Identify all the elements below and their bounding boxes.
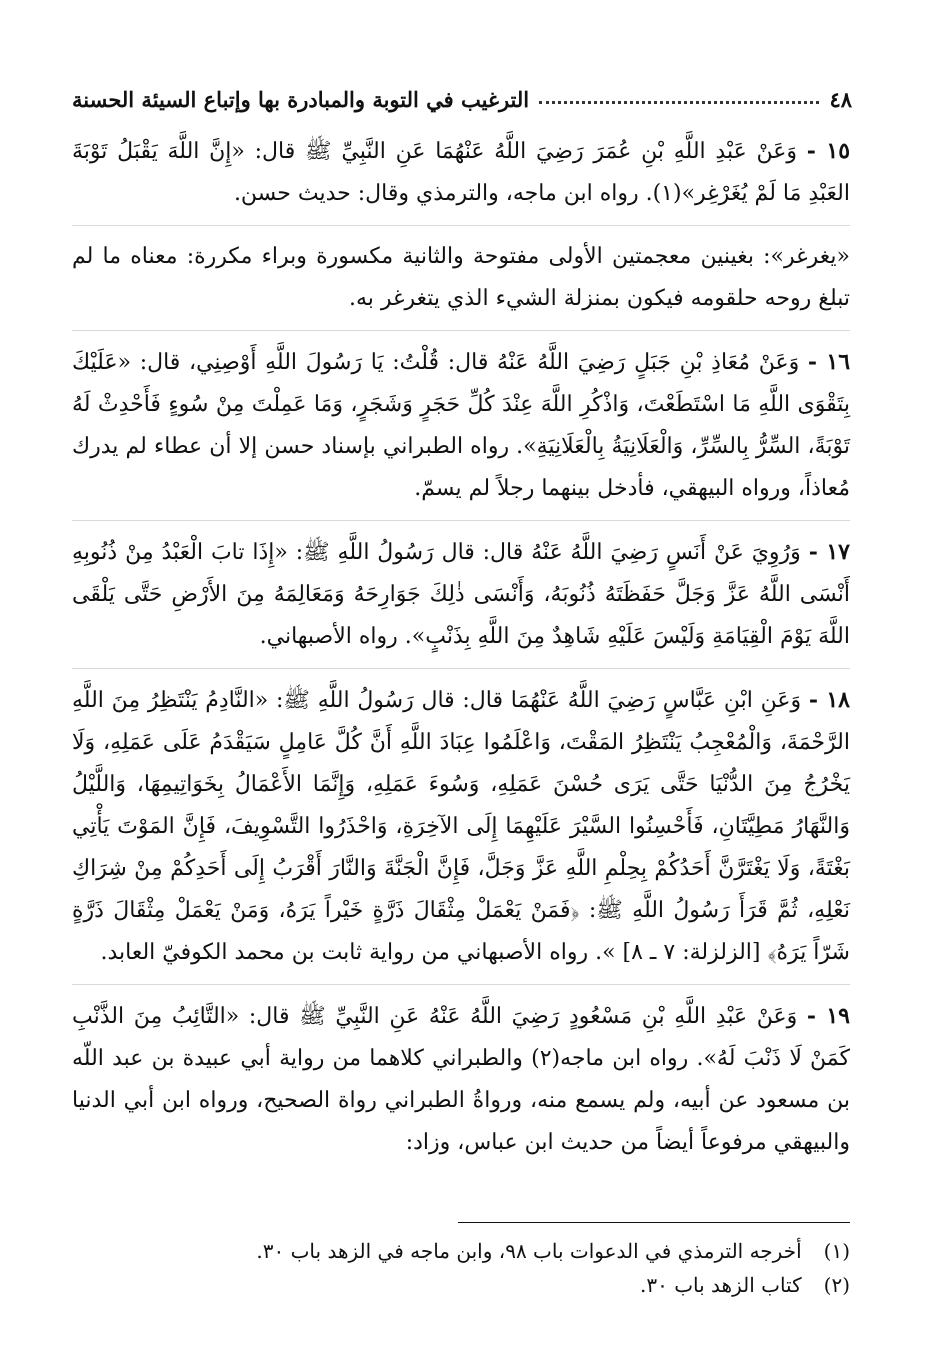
hadith-19-paragraph — [72, 995, 850, 1174]
hadith-number: ١٦ - — [807, 349, 851, 375]
hadith-16-paragraph — [72, 341, 850, 521]
header-dot-leader — [539, 101, 819, 104]
paragraph-text: وَعَنْ عَبْدِ اللَّهِ بْنِ عُمَرَ رَضِيَ اللَّهُ عَنْهُمَا عَنِ النَّبِيِّ ﷺ قال: «إِنَّ اللَّهَ يَقْبَلُ تَوْبَةَ العَبْدِ مَا لَمْ يُغَرْغِر»(١). رواه ابن ماجه، والترمذي وقال: حديث حسن. — [72, 139, 850, 206]
explanation-paragraph — [72, 236, 850, 331]
footnote-1 — [72, 1234, 850, 1268]
paragraph-text: وَعَنْ مُعَاذِ بْنِ جَبَلٍ رَضِيَ اللَّهُ عَنْهُ قال: قُلْتُ: يَا رَسُولَ اللَّهِ أَوْصِنِي، قال: «عَلَيْكَ بِتَقْوَى اللَّهِ مَا اسْتَطَعْتَ، وَاذْكُرِ اللَّهَ عِنْدَ كُلِّ حَجَرٍ وَشَجَرٍ، وَمَا عَمِلْتَ مِنْ سُوءٍ فَأَحْدِثْ لَهُ تَوْبَةً، السِّرُّ بِالسِّرِّ، وَالْعَلَانِيَةُ بِالْعَلَانِيَةِ». رواه الطبراني بإسناد حسن إلا أن عطاء لم يدرك مُعاذاً، ورواه البيهقي، فأدخل بينهما رجلاً لم يسمّ. — [72, 350, 850, 501]
main-text — [72, 130, 850, 1184]
paragraph-text: «يغرغر»: بغينين معجمتين الأولى مفتوحة والثانية مكسورة وبراء مكررة: معناه ما لم تبلغ روحه حلقومه فيكون بمنزلة الشيء الذي يتغرغر به. — [72, 244, 850, 311]
paragraph-text: وَعَنِ ابْنِ عَبَّاسٍ رَضِيَ اللَّهُ عَنْهُمَا قال: قال رَسُولُ اللَّهِ ﷺ: «النَّادِمُ يَنْتَظِرُ مِنَ اللَّهِ الرَّحْمَةَ، وَالْمُعْجِبُ يَنْتَظِرُ المَقْتَ، وَاعْلَمُوا عِبَادَ اللَّهِ أَنَّ كُلَّ عَامِلٍ سَيَقْدَمُ عَلَى عَمَلِهِ، وَلَا يَخْرُجُ مِنَ الدُّنْيَا حَتَّى يَرَى حُسْنَ عَمَلِهِ، وَسُوءَ عَمَلِهِ، وَإِنَّمَا الأَعْمَالُ بِخَوَاتِيمِهَا، وَاللَّيْلُ وَالنَّهَارُ مَطِيَّتَانِ، فَأَحْسِنُوا السَّيْرَ عَلَيْهِمَا إِلَى الآخِرَةِ، وَاحْذَرُوا التَّسْوِيفَ، فَإِنَّ المَوْتَ يَأْتِي بَغْتَةً، وَلَا يَغْتَرَّنَّ أَحَدُكُمْ بِحِلْمِ اللَّهِ عَزَّ وَجَلَّ، فَإِنَّ الْجَنَّةَ وَالنَّارَ أَقْرَبُ إِلَى أَحَدِكُمْ مِنْ شِرَاكِ نَعْلِهِ، ثُمَّ قَرَأَ رَسُولُ اللَّهِ ﷺ: ﴿فَمَنْ يَعْمَلْ مِثْقَالَ ذَرَّةٍ خَيْراً يَرَهُ، وَمَنْ يَعْمَلْ مِثْقَالَ ذَرَّةٍ شَرّاً يَرَهُ﴾ [الزلزلة: ٧ ـ ٨] ». رواه الأصبهاني من رواية ثابت بن محمد الكوفيّ العابد. — [72, 688, 850, 965]
running-title: الترغيب في التوبة والمبادرة بها وإتباع السيئة الحسنة — [72, 86, 530, 112]
hadith-number: ١٧ - — [808, 539, 850, 565]
footnote-2 — [72, 1268, 850, 1302]
hadith-number: ١٩ - — [806, 1003, 850, 1029]
footnote-number: (٢) — [823, 1273, 850, 1297]
hadith-17-paragraph — [72, 531, 850, 669]
footnote-number: (١) — [823, 1239, 850, 1263]
hadith-15-paragraph — [72, 130, 850, 226]
footnote-text: أخرجه الترمذي في الدعوات باب ٩٨، وابن ماجه في الزهد باب ٣٠. — [256, 1239, 802, 1263]
paragraph-text: وَرُوِيَ عَنْ أَنَسٍ رَضِيَ اللَّهُ عَنْهُ قال: قال رَسُولُ اللَّهِ ﷺ: «إِذَا تابَ الْعَبْدُ مِنْ ذُنُوبِهِ أَنْسَى اللَّهُ عَزَّ وَجَلَّ حَفَظَتَهُ ذُنُوبَهُ، وَأَنْسَى ذٰلِكَ جَوَارِحَهُ وَمَعَالِمَهُ مِنَ الأَرْضِ حَتَّى يَلْقَى اللَّهَ يَوْمَ الْقِيَامَةِ وَلَيْسَ عَلَيْهِ شَاهِدٌ مِنَ اللَّهِ بِذَنْبٍ». رواه الأصبهاني. — [72, 540, 850, 649]
page-number: ٤٨ — [829, 86, 852, 112]
page-header — [72, 84, 852, 114]
hadith-18-paragraph — [72, 679, 850, 985]
paragraph-text: وَعَنْ عَبْدِ اللَّهِ بْنِ مَسْعُودٍ رَضِيَ اللَّهُ عَنْهُ عَنِ النَّبِيِّ ﷺ قال: «التَّائِبُ مِنَ الذَّنْبِ كَمَنْ لَا ذَنْبَ لَهُ». رواه ابن ماجه(٢) والطبراني كلاهما من رواية أبي عبيدة بن عبد اللّه بن مسعود عن أبيه، ولم يسمع منه، ورواةُ الطبراني رواة الصحيح، ورواه ابن أبي الدنيا والبيهقي مرفوعاً أيضاً من حديث ابن عباس، وزاد: — [72, 1004, 850, 1155]
hadith-number: ١٥ - — [806, 138, 851, 164]
hadith-number: ١٨ - — [808, 687, 850, 713]
footnotes — [72, 1234, 850, 1302]
footnote-text: كتاب الزهد باب ٣٠. — [640, 1273, 802, 1297]
footnote-divider — [458, 1222, 850, 1223]
